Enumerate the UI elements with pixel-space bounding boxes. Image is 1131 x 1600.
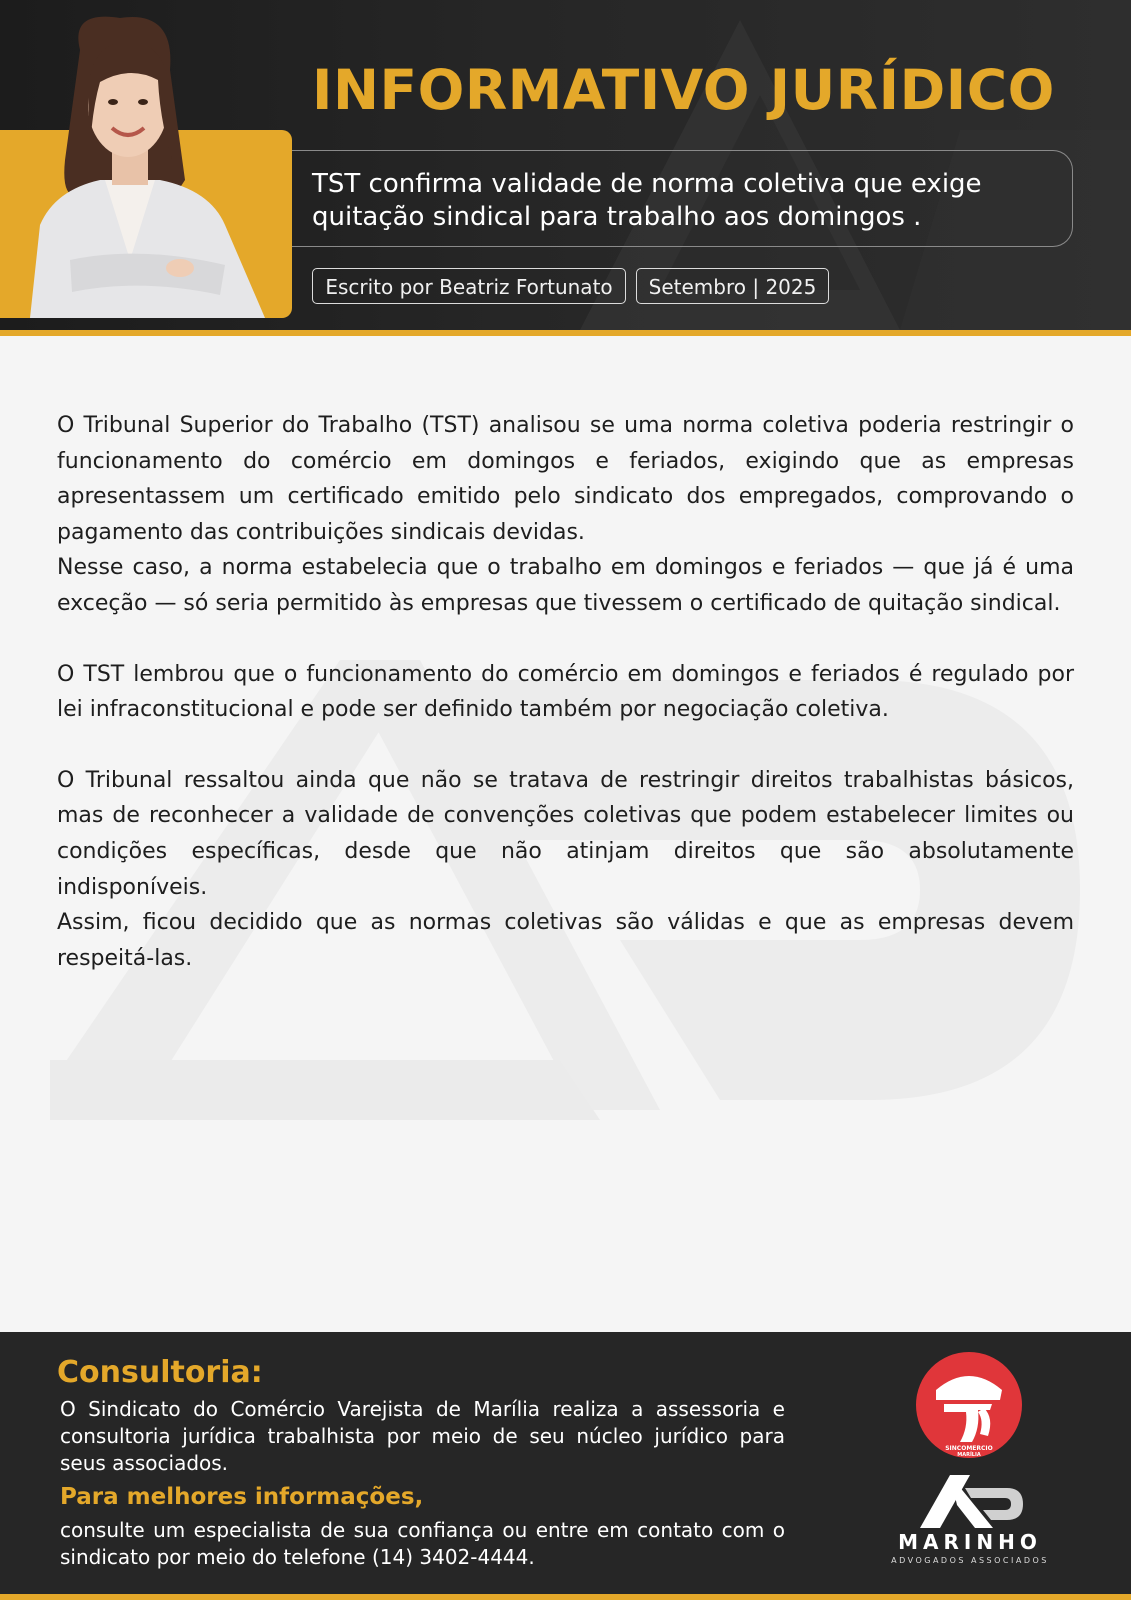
article-paragraph: O Tribunal Superior do Trabalho (TST) analisou se uma norma coletiva poderia restringir o funcionamento do comércio em domingos e feriados, exigindo que as empresas apresentassem um certificado emitido pelo sindicato dos empregados, comprovando o pagamento das contribuições sindicais devidas. bbox=[57, 413, 1074, 545]
svg-text:SINCOMERCIO: SINCOMERCIO bbox=[945, 1445, 993, 1452]
article-paragraph: Nesse caso, a norma estabelecia que o trabalho em domingos e feriados — que já é uma exceção — só seria permitido às empresas que tivessem o certificado de quitação sindical. bbox=[57, 555, 1074, 616]
marinho-subtitle: ADVOGADOS ASSOCIADOS bbox=[891, 1556, 1049, 1565]
footer-gold-line bbox=[0, 1594, 1131, 1600]
page-title: INFORMATIVO JURÍDICO bbox=[312, 58, 1055, 122]
headline: TST confirma validade de norma coletiva que exige quitação sindical para trabalho aos domingos . bbox=[312, 169, 982, 232]
date-tag: Setembro | 2025 bbox=[636, 268, 829, 304]
marinho-name: MARINHO bbox=[898, 1530, 1042, 1554]
sincomercio-logo-icon bbox=[914, 1350, 1024, 1460]
info-subheading: Para melhores informações, bbox=[60, 1484, 424, 1510]
article-body bbox=[57, 408, 1074, 976]
author-portrait bbox=[10, 10, 280, 318]
svg-text:MARÍLIA: MARÍLIA bbox=[957, 1452, 981, 1458]
consultoria-text: O Sindicato do Comércio Varejista de Marília realiza a assessoria e consultoria jurídica trabalhista por meio de seu núcleo jurídico para seus associados. bbox=[60, 1397, 785, 1475]
author-tag: Escrito por Beatriz Fortunato bbox=[312, 268, 626, 304]
article-paragraph: O Tribunal ressaltou ainda que não se tratava de restringir direitos trabalhistas básicos, mas de reconhecer a validade de convenções coletivas que podem estabelecer limites ou condições específicas, desde que não atinjam direitos que são absolutamente indisponíveis. bbox=[57, 767, 1074, 900]
marinho-logo-icon bbox=[895, 1470, 1045, 1570]
consultoria-heading: Consultoria: bbox=[57, 1355, 263, 1390]
header-gold-line bbox=[0, 330, 1131, 336]
article-paragraph: Assim, ficou decidido que as normas coletivas são válidas e que as empresas devem respeitá-las. bbox=[57, 910, 1074, 971]
article-paragraph: O TST lembrou que o funcionamento do comércio em domingos e feriados é regulado por lei infraconstitucional e pode ser definido também por negociação coletiva. bbox=[57, 661, 1074, 723]
contact-text: consulte um especialista de sua confiança ou entre em contato com o sindicato por meio do telefone (14) 3402-4444. bbox=[60, 1518, 785, 1569]
